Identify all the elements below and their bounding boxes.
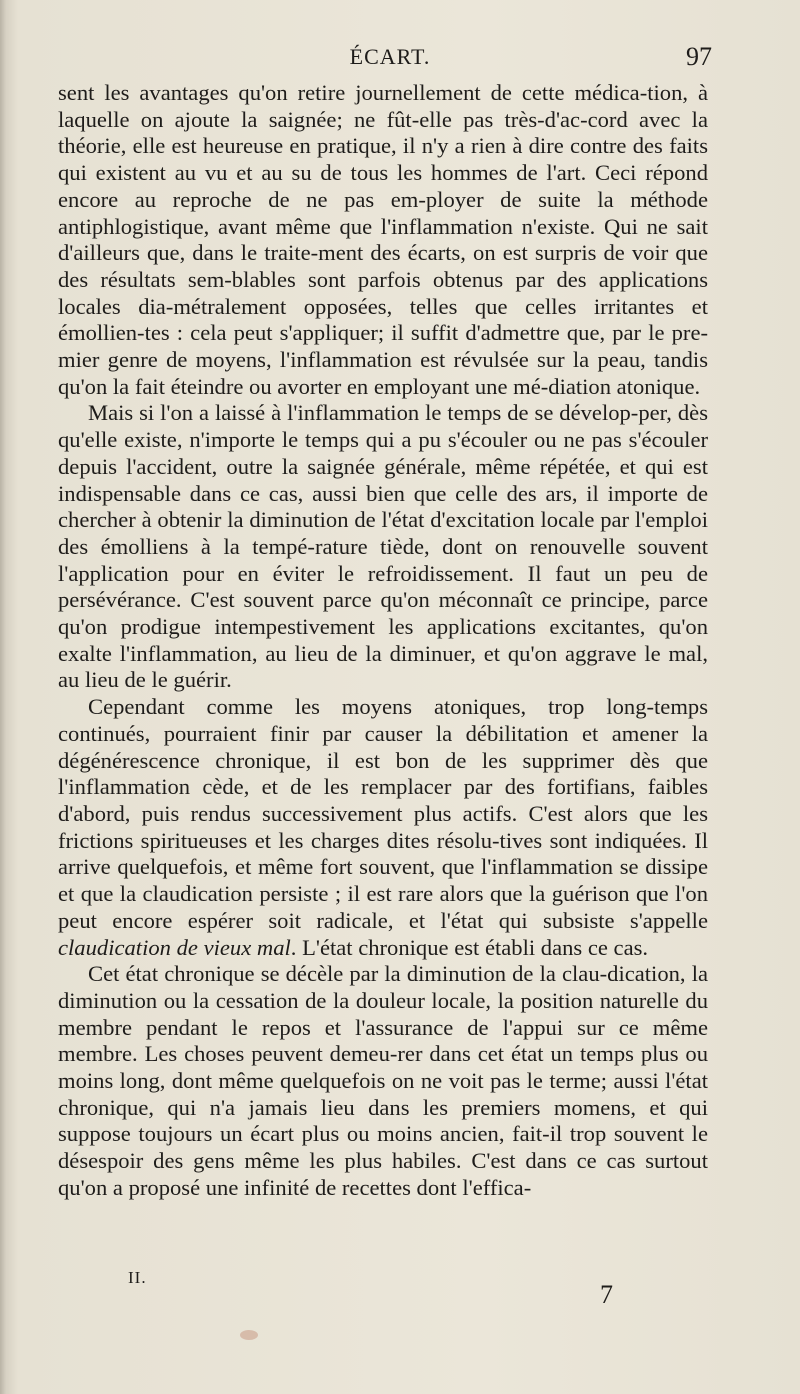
text-run: . L'état chronique est établi dans ce cas. bbox=[290, 934, 649, 960]
paragraph bbox=[58, 694, 708, 961]
page-number: 97 bbox=[686, 42, 712, 71]
paragraph bbox=[58, 400, 708, 694]
page-header bbox=[60, 40, 720, 76]
text-run: Cependant comme les moyens atoniques, trop long-temps continués, pourraient finir par causer la débilitation et amener la dégénérescence chronique, il est bon de les supprimer dès que l'inflammation cède, et de les remplacer par des fortifians, faibles d'abord, puis rendus successivement plus actifs. C'est alors que les frictions spiritueuses et les charges dites résolu-tives sont indiquées. Il arrive quelquefois, et même fort souvent, que l'inflammation se dissipe et que la claudication persiste ; il est rare alors que la guérison que l'on peut encore espérer soit radicale, et l'état qui subsiste s'appelle bbox=[58, 694, 708, 933]
body-text bbox=[58, 80, 708, 1202]
italic-term: claudication de vieux mal bbox=[58, 934, 291, 960]
paragraph bbox=[58, 80, 708, 400]
text-run: Cet état chronique se décèle par la diminution de la clau-dication, la diminution ou la cessation de la douleur locale, la position naturelle du membre pendant le repos et l'assurance de l'appui sur ce même membre. Les choses peuvent demeu-rer dans cet état un temps plus ou moins long, dont même quelquefois on ne voit pas le terme; aussi l'état chronique, qui n'a jamais lieu dans les premiers momens, et qui suppose toujours un écart plus ou moins ancien, fait-il trop souvent le désespoir des gens même les plus habiles. C'est dans ce cas surtout qu'on a proposé une infinité de recettes dont l'effica- bbox=[58, 961, 708, 1200]
signature-number: 7 bbox=[600, 1280, 613, 1309]
text-run: sent les avantages qu'on retire journellement de cette médica-tion, à laquelle on ajoute la saignée; ne fût-elle pas très-d'ac-cord avec la théorie, elle est heureuse en pratique, il n'y a rien à dire contre des faits qui existent au vu et au su de tous les hommes de l'art. Ceci répond encore au reproche de ne pas em-ployer de suite la méthode antiphlogistique, avant même que l'inflammation n'existe. Qui ne sait d'ailleurs que, dans le traite-ment des écarts, on est surpris de voir que des résultats sem-blables sont parfois obtenus par des applications locales dia-métralement opposées, telles que celles irritantes et émollien-tes : cela peut s'appliquer; il suffit d'admettre que, par le pre-mier genre de moyens, l'inflammation est révulsée sur la peau, tandis qu'on la fait éteindre ou avorter en employant une mé-diation atonique. bbox=[58, 80, 708, 399]
paragraph bbox=[58, 961, 708, 1201]
running-title: ÉCART. bbox=[349, 44, 431, 69]
page-footer bbox=[60, 1266, 720, 1326]
text-run: Mais si l'on a laissé à l'inflammation le temps de se dévelop-per, dès qu'elle existe, n'importe le temps qui a pu s'écouler ou ne pas s'écouler depuis l'accident, outre la saignée générale, même répétée, et qui est indispensable dans ce cas, aussi bien que celle des ars, il importe de chercher à obtenir la diminution de l'état d'excitation locale par l'emploi des émolliens à la tempé-rature tiède, dont on renouvelle souvent l'application pour en éviter le refroidissement. Il faut un peu de persévérance. C'est souvent parce qu'on méconnaît ce principe, parce qu'on prodigue intempestivement les applications excitantes, qu'on exalte l'inflammation, au lieu de la diminuer, et qu'on aggrave le mal, au lieu de le guérir. bbox=[58, 400, 708, 693]
paper-stain bbox=[240, 1330, 258, 1340]
signature-mark: II. bbox=[128, 1268, 147, 1287]
